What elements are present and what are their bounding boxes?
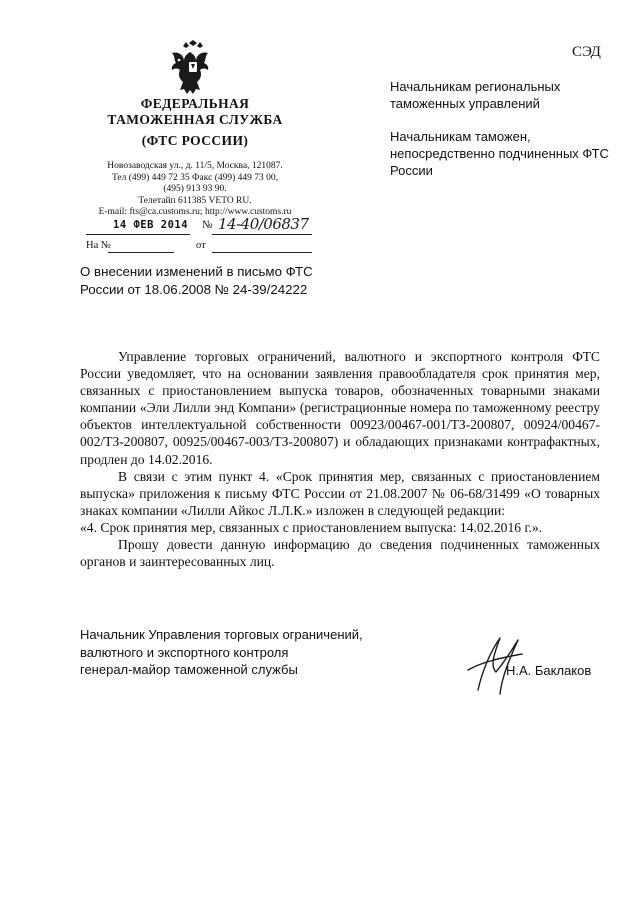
body-paragraph: «4. Срок принятия мер, связанных с приостановлением выпуска: 14.02.2016 г.». (80, 519, 543, 535)
reference-line (86, 240, 312, 256)
reference-number-blank (108, 252, 174, 253)
signatory-position (80, 626, 400, 679)
letter-body (80, 348, 600, 570)
org-name-line2: ТАМОЖЕННАЯ СЛУЖБА (107, 112, 283, 127)
registration-number: 14-40/06837 (218, 215, 309, 233)
org-phones-2: (495) 913 93 90. (163, 184, 227, 195)
date-underline (86, 234, 190, 235)
addressee-customs: Начальникам таможен, непосредственно подчиненных ФТС России (390, 129, 609, 178)
position-line2: валютного и экспортного контроля (80, 644, 289, 660)
body-paragraph: Прошу довести данную информацию до сведения подчиненных таможенных органов и заинтересованных лиц. (80, 537, 600, 570)
position-line3: генерал-майор таможенной службы (80, 662, 298, 677)
registration-line (86, 215, 312, 236)
signatory-name: Н.А. Баклаков (506, 663, 592, 678)
number-sign: № (202, 219, 213, 231)
position-line1: Начальник Управления торговых ограничений, (80, 627, 363, 642)
org-short-name: (ФТС РОССИИ) (141, 133, 249, 148)
reference-from-label: от (196, 240, 206, 251)
sender-block (80, 96, 310, 219)
body-paragraph: В связи с этим пункт 4. «Срок принятия мер, связанных с приостановлением выпуска» приложения к письму ФТС России от 21.08.2007 № 06-68/31499 «О товарных знаках компании «Лилли Айкос Л.Л.К.» изложен в следующей редакции: (80, 468, 600, 518)
reference-number-label: На № (86, 240, 111, 251)
org-contacts (80, 161, 310, 219)
org-email: E-mail: fts@ca.customs.ru; http://www.customs.ru (98, 207, 292, 218)
org-teletype: Телетайп 611385 VETO RU. (138, 195, 252, 206)
number-underline (212, 234, 312, 235)
body-paragraph: Управление торговых ограничений, валютного и экспортного контроля ФТС России уведомляет, что на основании заявления правообладателя срок принятия мер, связанных с приостановлением выпуска товаров, обозначенных товарными знаками компании «Эли Лилли энд Компани» (регистрационные номера по таможенному реестру объектов интеллектуальной собственности 00923/00467-001/ТЗ-200807, 00924/00467-002/ТЗ-200807, 00925/00467-003/ТЗ-200807) и обладающих признаками контрафактных, продлен до 14.02.2016. (80, 349, 600, 467)
org-phones: Тел (499) 449 72 35 Факс (499) 449 73 00, (111, 172, 279, 183)
org-address: Новозаводская ул., д. 11/5, Москва, 121087. (107, 161, 283, 171)
document-code: СЭД (572, 44, 601, 60)
org-name-line1: ФЕДЕРАЛЬНАЯ (140, 96, 250, 111)
registration-date-stamp: 14 ФЕВ 2014 (113, 219, 189, 231)
coat-of-arms-emblem (166, 40, 220, 96)
letter-subject: О внесении изменений в письмо ФТС России от 18.06.2008 № 24-39/24222 (80, 264, 313, 297)
addressee-regional: Начальникам региональных таможенных управлений (390, 79, 561, 111)
reference-date-blank (212, 252, 312, 253)
